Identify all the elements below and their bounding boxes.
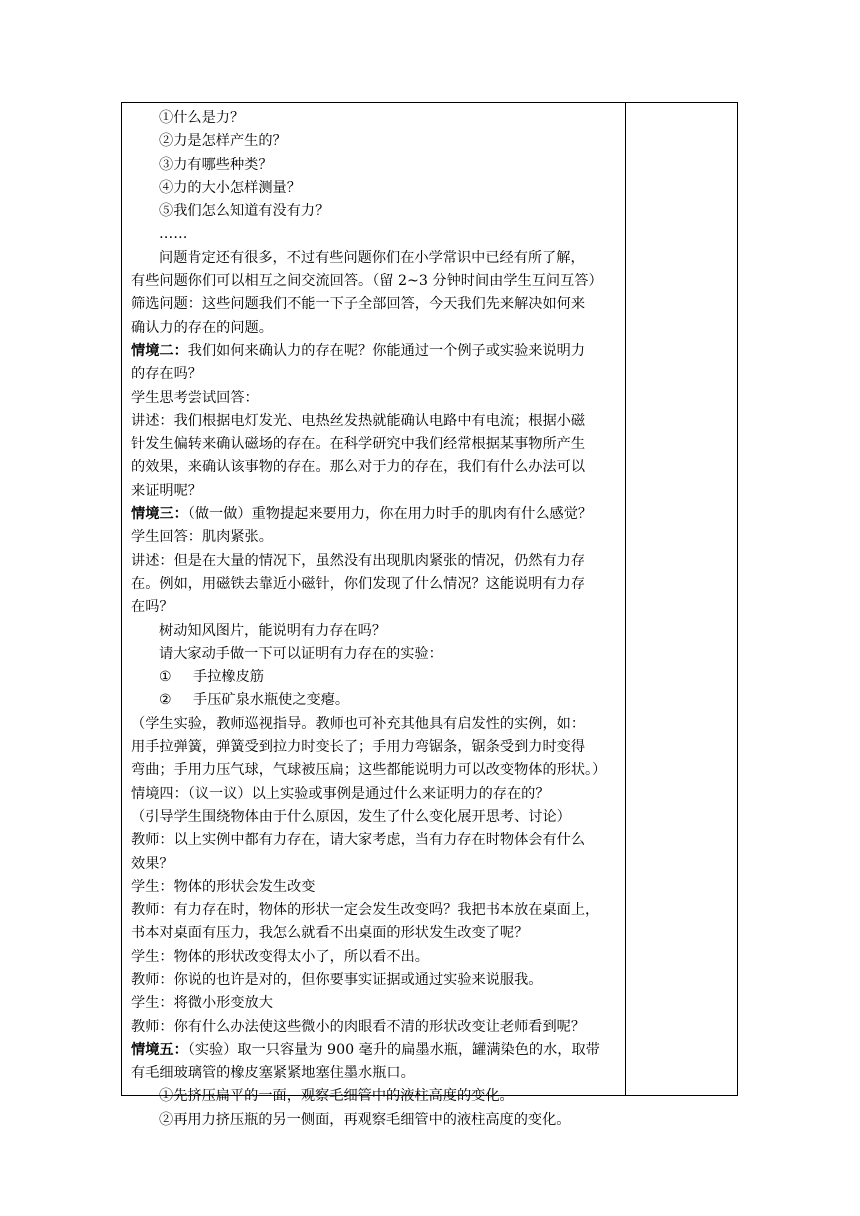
paragraph-line: ①先挤压扁平的一面，观察毛细管中的液柱高度的变化。 bbox=[159, 1088, 514, 1105]
paragraph-line: 在。例如，用磁铁去靠近小磁针，你们发现了什么情况？这能说明有力存 bbox=[131, 575, 586, 592]
paragraph-line: 教师：以上实例中都有力存在，请大家考虑，当有力存在时物体会有什么 bbox=[131, 832, 586, 849]
paragraph-line: 确认力的存在的问题。 bbox=[131, 319, 273, 336]
lesson-content-cell bbox=[131, 107, 619, 1132]
paragraph-line: 筛选问题：这些问题我们不能一下子全部回答，今天我们先来解决如何来 bbox=[131, 296, 586, 313]
paragraph-line: 针发生偏转来确认磁场的存在。在科学研究中我们经常根据某事物所产生 bbox=[131, 436, 586, 453]
paragraph-line: （学生实验，教师巡视指导。教师也可补充其他具有启发性的实例，如： bbox=[131, 715, 586, 732]
scenario-2-label: 情境二： bbox=[131, 342, 188, 359]
paragraph-line bbox=[131, 340, 619, 363]
paragraph-line: 请大家动手做一下可以证明有力存在的实验： bbox=[159, 645, 443, 662]
question-line: ③力有哪些种类？ bbox=[159, 156, 273, 173]
lesson-table bbox=[121, 102, 738, 1128]
paragraph-line: 有毛细玻璃管的橡皮塞紧紧地塞住墨水瓶口。 bbox=[131, 1065, 415, 1082]
column-divider bbox=[625, 103, 626, 1095]
paragraph-line: 学生：物体的形状会发生改变 bbox=[131, 878, 316, 895]
ellipsis-line: …… bbox=[159, 226, 188, 243]
question-line: ④力的大小怎样测量？ bbox=[159, 179, 301, 196]
paragraph-line: 情境四：（议一议）以上实验或事例是通过什么来证明力的存在的？ bbox=[131, 785, 550, 802]
paragraph-line: ②再用力挤压瓶的另一侧面，再观察毛细管中的液柱高度的变化。 bbox=[159, 1111, 571, 1128]
paragraph-line: 教师：你有什么办法使这些微小的肉眼看不清的形状改变让老师看到呢？ bbox=[131, 1018, 586, 1035]
question-line: ①什么是力？ bbox=[159, 110, 245, 126]
question-line: ②力是怎样产生的？ bbox=[159, 133, 287, 150]
scenario-5-label: 情境五： bbox=[131, 1041, 188, 1058]
experiment-number: ② bbox=[159, 692, 172, 709]
paragraph-line: 学生思考尝试回答： bbox=[131, 389, 259, 406]
paragraph-line: 有些问题你们可以相互之间交流回答。（留 2~3 分钟时间由学生互问互答） bbox=[131, 273, 603, 290]
paragraph-line: 的存在吗？ bbox=[131, 366, 202, 383]
scenario-3-label: 情境三： bbox=[131, 506, 188, 523]
question-line: ⑤我们怎么知道有没有力？ bbox=[159, 203, 330, 220]
paragraph-line bbox=[131, 503, 619, 526]
paragraph-line: 来证明呢？ bbox=[131, 482, 202, 499]
experiment-item bbox=[131, 666, 619, 689]
experiment-text: 手压矿泉水瓶使之变瘪。 bbox=[193, 692, 350, 709]
experiment-item bbox=[131, 689, 619, 712]
paragraph-line: 的效果，来确认该事物的存在。那么对于力的存在，我们有什么办法可以 bbox=[131, 459, 586, 476]
paragraph-line: 问题肯定还有很多，不过有些问题你们在小学常识中已经有所了解， bbox=[159, 249, 585, 266]
paragraph-line: 弯曲；手用力压气球，气球被压扁；这些都能说明力可以改变物体的形状。） bbox=[131, 762, 607, 779]
paragraph-line: 树动知风图片，能说明有力存在吗？ bbox=[159, 622, 387, 639]
paragraph-line: 学生：物体的形状改变得太小了，所以看不出。 bbox=[131, 948, 429, 965]
scenario-3-text: （做一做）重物提起来要用力，你在用力时手的肌肉有什么感觉？ bbox=[187, 506, 593, 523]
paragraph-line: 在吗？ bbox=[131, 599, 174, 616]
paragraph-line: 用手拉弹簧，弹簧受到拉力时变长了；手用力弯锯条，锯条受到力时变得 bbox=[131, 739, 586, 756]
paragraph-line: 讲述：我们根据电灯发光、电热丝发热就能确认电路中有电流；根据小磁 bbox=[131, 412, 586, 429]
scenario-5-text: （实验）取一只容量为 900 毫升的扁墨水瓶，罐满染色的水，取带 bbox=[187, 1041, 600, 1058]
experiment-number: ① bbox=[159, 669, 172, 686]
paragraph-line: 教师：你说的也许是对的，但你要事实证据或通过实验来说服我。 bbox=[131, 971, 543, 988]
paragraph-line: 学生：将微小形变放大 bbox=[131, 995, 273, 1012]
paragraph-line: 效果？ bbox=[131, 855, 174, 872]
paragraph-line: （引导学生围绕物体由于什么原因，发生了什么变化展开思考、讨论） bbox=[131, 808, 571, 825]
scenario-2-text: 我们如何来确认力的存在呢？你能通过一个例子或实验来说明力 bbox=[187, 342, 586, 359]
paragraph-line bbox=[131, 1039, 619, 1062]
experiment-text: 手拉橡皮筋 bbox=[193, 669, 264, 686]
paragraph-line: 教师：有力存在时，物体的形状一定会发生改变吗？我把书本放在桌面上， bbox=[131, 902, 600, 919]
paragraph-line: 讲述：但是在大量的情况下，虽然没有出现肌肉紧张的情况，仍然有力存 bbox=[131, 552, 586, 569]
paragraph-line: 书本对桌面有压力，我怎么就看不出桌面的形状发生改变了呢？ bbox=[131, 925, 529, 942]
paragraph-line: 学生回答：肌肉紧张。 bbox=[131, 529, 273, 546]
